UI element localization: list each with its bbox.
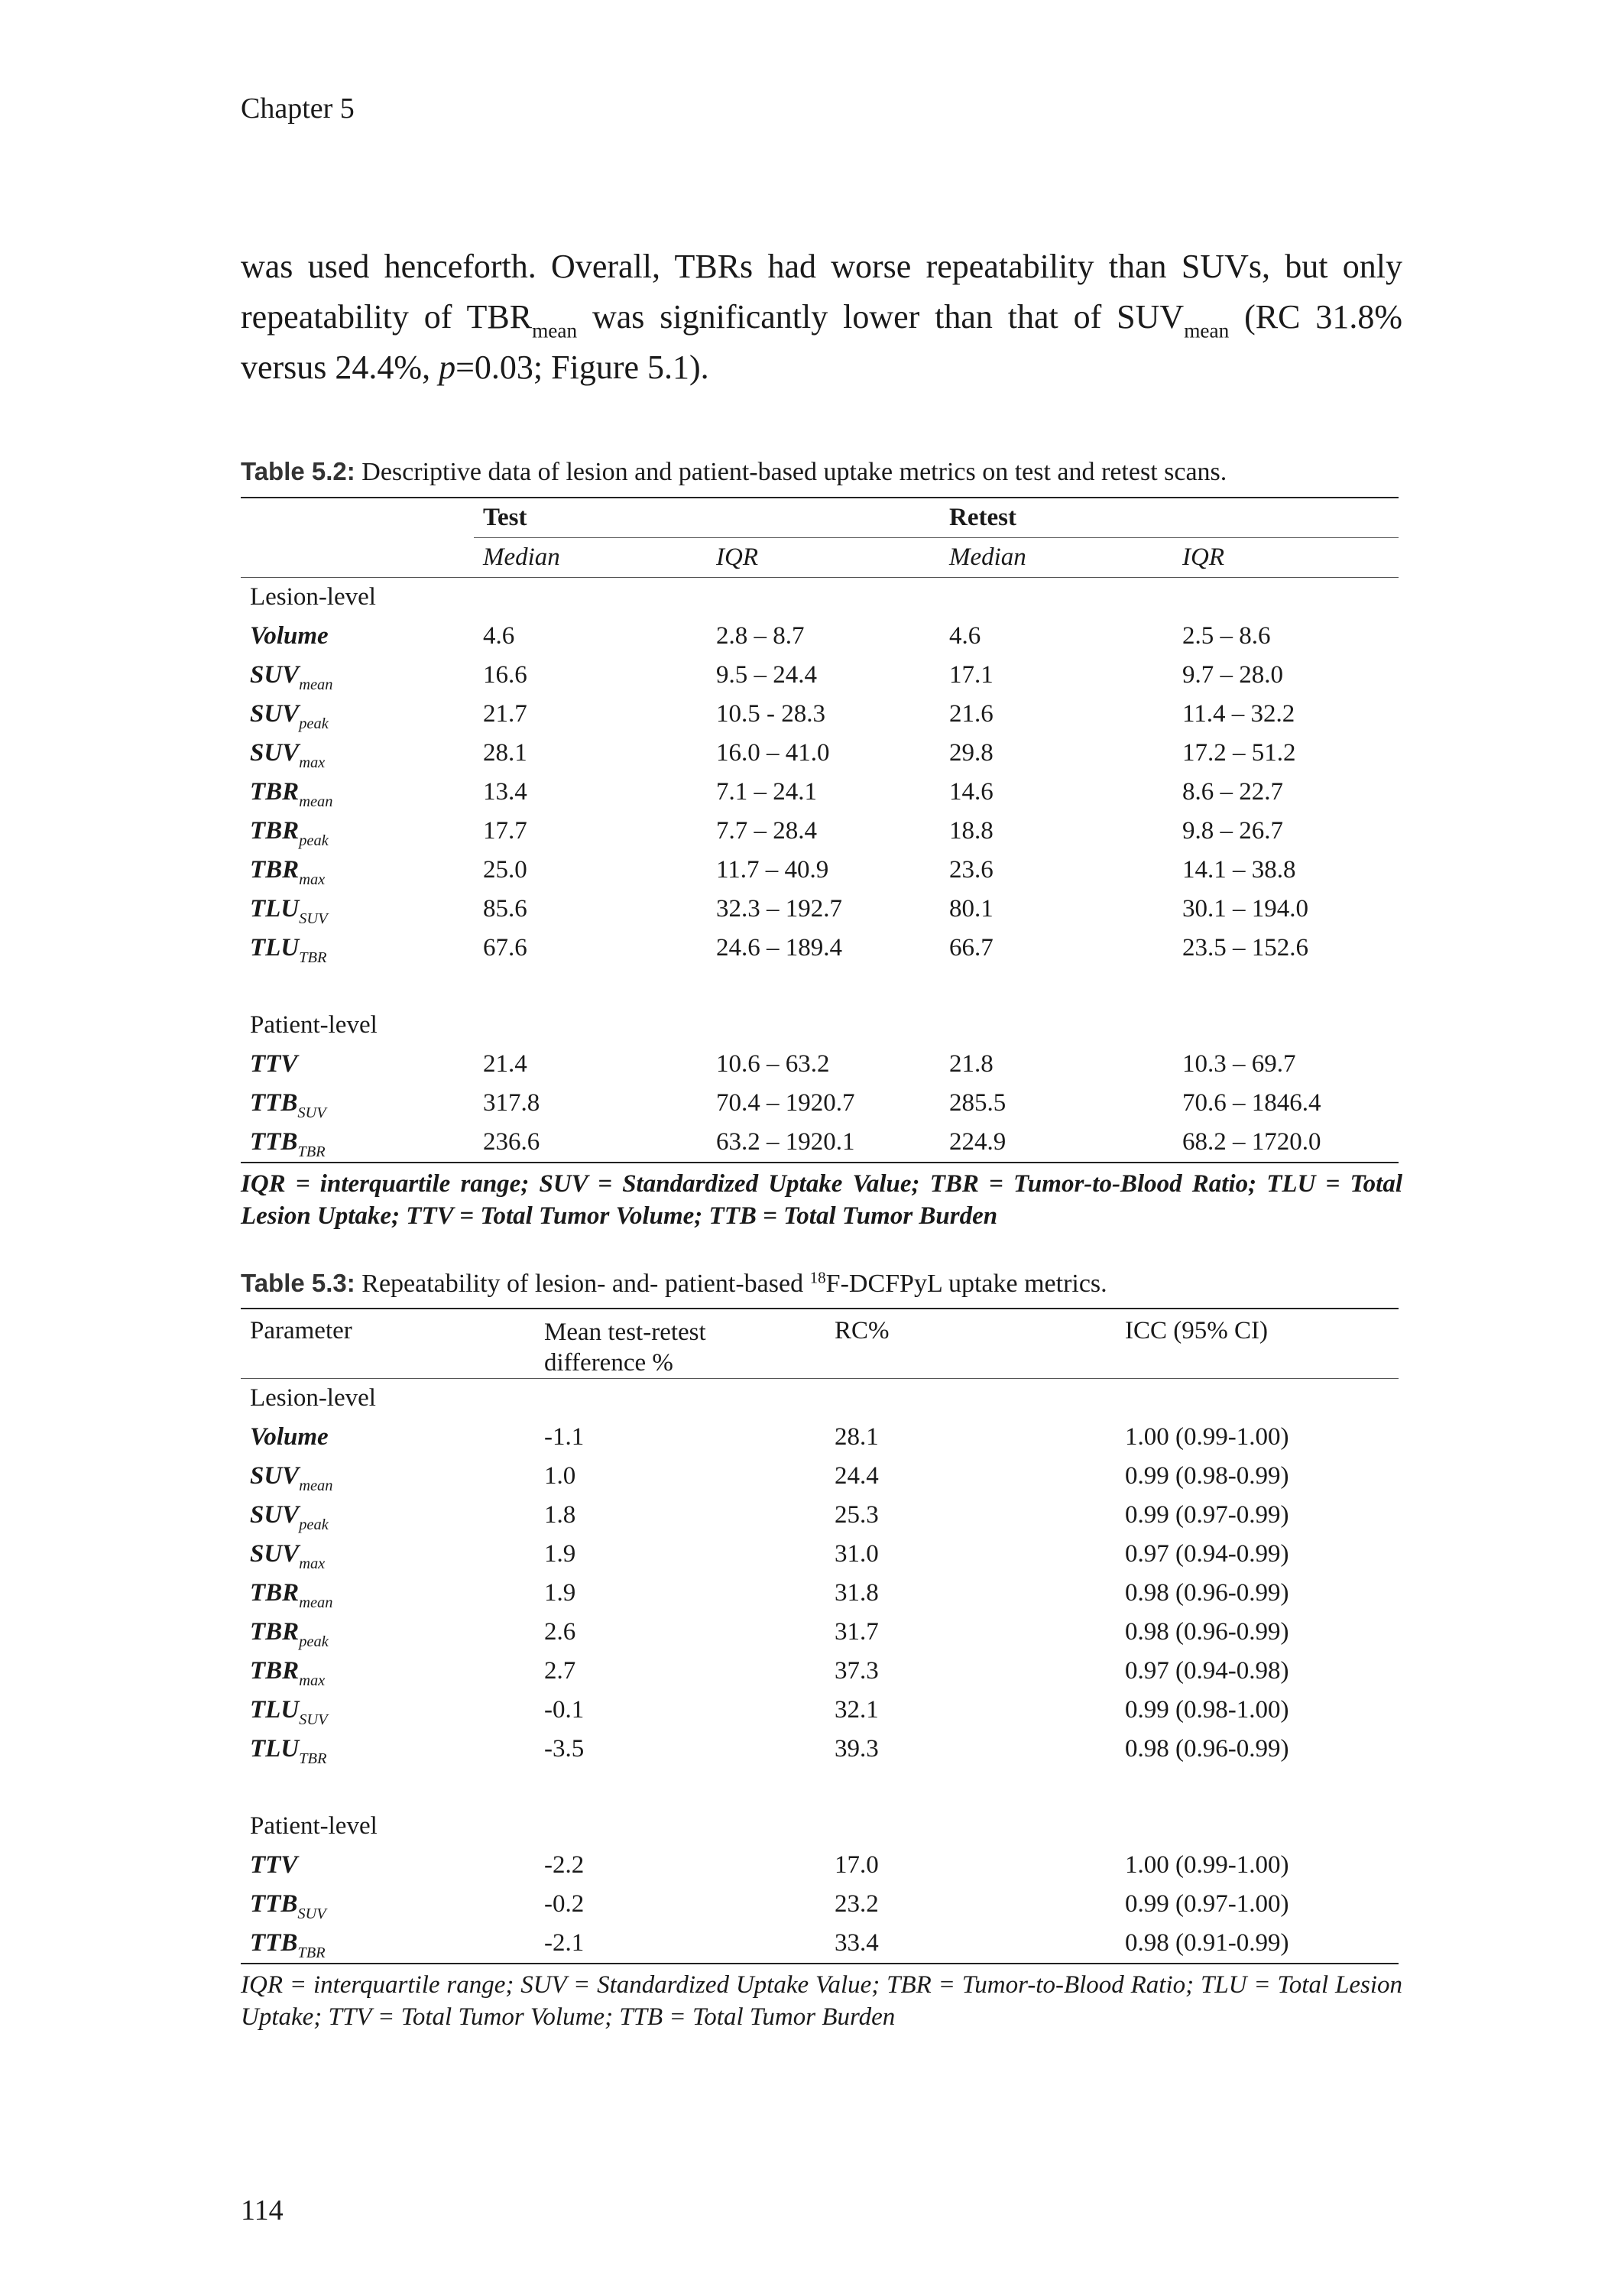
table-row [241, 1613, 1399, 1652]
retest-header: Retest [940, 498, 1173, 538]
rc-cell: 23.2 [835, 1890, 879, 1918]
retest-iqr-cell: 17.2 – 51.2 [1182, 739, 1296, 767]
retest-iqr-cell: 68.2 – 1720.0 [1173, 1123, 1399, 1163]
metric-name: $TTB_{SUV}$ [250, 1089, 326, 1122]
patient-level-label: Patient-level [250, 1011, 378, 1039]
body-paragraph: was used henceforth. Overall, TBRs had worse repeatability than SUVs, but only repeatability of $TBR_{mean}$ was significantly lower than that of $SUV_{mean}$ (RC 31.8% versus 24.4%, p=0.03; Figure 5.1). [241, 248, 1402, 386]
test-iqr-cell: 70.4 – 1920.7 [716, 1089, 855, 1117]
metric-name: $SUV_{peak}$ [250, 700, 329, 733]
rc-cell: 32.1 [835, 1696, 879, 1724]
retest-median-cell: 21.6 [949, 700, 994, 728]
rc-cell: 17.0 [835, 1851, 879, 1879]
rc-cell: 37.3 [835, 1657, 879, 1685]
table-row [241, 1084, 1399, 1123]
icc-header: ICC (95% CI) [1116, 1309, 1399, 1379]
diff-cell: -2.2 [544, 1851, 585, 1879]
rc-cell: 31.7 [835, 1618, 879, 1646]
retest-median-cell: 4.6 [949, 622, 981, 650]
test-header: Test [474, 498, 707, 538]
metric-name: $TBR_{max}$ [250, 856, 326, 889]
retest-median-cell: 29.8 [949, 739, 994, 767]
metric-name: $TLU_{TBR}$ [250, 934, 327, 967]
retest-median-cell: 21.8 [949, 1050, 994, 1078]
test-iqr-cell: 10.5 - 28.3 [716, 700, 825, 728]
page-number: 114 [241, 2194, 284, 2227]
metric-name: $TLU_{SUV}$ [250, 895, 328, 928]
retest-median-cell: 224.9 [940, 1123, 1173, 1163]
metric-name: $TTB_{TBR}$ [241, 1924, 535, 1964]
rc-cell: 31.8 [835, 1579, 879, 1607]
diff-cell: 1.9 [544, 1579, 576, 1607]
test-median-cell: 85.6 [483, 895, 527, 923]
rc-cell: 25.3 [835, 1501, 879, 1529]
table-row [241, 1885, 1399, 1924]
table-5-3-lesion-rows [241, 1418, 1399, 1769]
rc-cell: 33.4 [825, 1924, 1116, 1964]
diff-cell: 2.7 [544, 1657, 576, 1685]
retest-median-cell: 23.6 [949, 856, 994, 884]
table-row [241, 1730, 1399, 1769]
table-row [241, 773, 1399, 812]
test-median-cell: 67.6 [483, 934, 527, 962]
metric-name: $SUV_{mean}$ [250, 1462, 333, 1495]
retest-iqr-cell: 2.5 – 8.6 [1182, 622, 1271, 650]
icc-cell: 0.98 (0.96-0.99) [1125, 1735, 1289, 1763]
icc-cell: 0.98 (0.91-0.99) [1116, 1924, 1399, 1964]
icc-cell: 0.99 (0.97-0.99) [1125, 1501, 1289, 1529]
table-5-3 [241, 1308, 1399, 1964]
table-row [241, 1652, 1399, 1691]
test-iqr-cell: 11.7 – 40.9 [716, 856, 829, 884]
test-median-cell: 28.1 [483, 739, 527, 767]
table-row [241, 617, 1399, 656]
patient-level-label: Patient-level [250, 1812, 378, 1840]
metric-name: $TBR_{mean}$ [250, 778, 333, 811]
metric-name: Volume [250, 1423, 329, 1451]
table-5-3-patient-rows [241, 1846, 1399, 1964]
table-row [241, 1045, 1399, 1084]
retest-median-cell: 14.6 [949, 778, 994, 806]
retest-iqr-cell: 30.1 – 194.0 [1182, 895, 1308, 923]
table-row [241, 1924, 1399, 1964]
metric-name: TTV [250, 1050, 298, 1078]
retest-median-cell: 17.1 [949, 661, 994, 689]
test-iqr-cell: 9.5 – 24.4 [716, 661, 817, 689]
test-median-header: Median [474, 538, 707, 578]
rc-cell: 31.0 [835, 1540, 879, 1568]
rc-header: RC% [825, 1309, 1116, 1379]
metric-name: $TLU_{TBR}$ [250, 1735, 327, 1768]
test-iqr-cell: 7.1 – 24.1 [716, 778, 817, 806]
test-iqr-cell: 10.6 – 63.2 [716, 1050, 830, 1078]
icc-cell: 0.98 (0.96-0.99) [1125, 1579, 1289, 1607]
icc-cell: 0.98 (0.96-0.99) [1125, 1618, 1289, 1646]
retest-iqr-cell: 8.6 – 22.7 [1182, 778, 1283, 806]
metric-name: $TLU_{SUV}$ [250, 1696, 328, 1729]
rc-cell: 28.1 [835, 1423, 879, 1451]
test-median-cell: 17.7 [483, 817, 527, 845]
table-row [241, 890, 1399, 929]
retest-iqr-cell: 9.7 – 28.0 [1182, 661, 1283, 689]
metric-name: $TTB_{TBR}$ [241, 1123, 474, 1163]
metric-name: $TBR_{peak}$ [250, 1618, 329, 1651]
diff-cell: -3.5 [544, 1735, 585, 1763]
table-5-2-lesion-rows [241, 617, 1399, 968]
table-5-2 [241, 497, 1399, 1163]
test-median-cell: 21.4 [483, 1050, 527, 1078]
diff-cell: -1.1 [544, 1423, 585, 1451]
table-row [241, 1846, 1399, 1885]
retest-median-cell: 285.5 [949, 1089, 1006, 1117]
test-iqr-cell: 63.2 – 1920.1 [707, 1123, 940, 1163]
test-iqr-cell: 32.3 – 192.7 [716, 895, 842, 923]
table-row [241, 1123, 1399, 1163]
table-row [241, 1496, 1399, 1535]
test-iqr-cell: 24.6 – 189.4 [716, 934, 842, 962]
rc-cell: 24.4 [835, 1462, 879, 1490]
rc-cell: 39.3 [835, 1735, 879, 1763]
diff-cell: 1.8 [544, 1501, 576, 1529]
metric-name: $SUV_{max}$ [250, 1540, 326, 1573]
diff-header: Mean test-retest difference % [535, 1309, 825, 1379]
running-header: Chapter 5 [241, 92, 355, 125]
metric-name: $TBR_{mean}$ [250, 1579, 333, 1612]
icc-cell: 1.00 (0.99-1.00) [1125, 1851, 1289, 1879]
table-row [241, 812, 1399, 851]
retest-iqr-cell: 9.8 – 26.7 [1182, 817, 1283, 845]
retest-iqr-cell: 14.1 – 38.8 [1182, 856, 1296, 884]
diff-cell: -2.1 [535, 1924, 825, 1964]
icc-cell: 1.00 (0.99-1.00) [1125, 1423, 1289, 1451]
diff-cell: -0.2 [544, 1890, 585, 1918]
diff-cell: 1.0 [544, 1462, 576, 1490]
retest-iqr-header: IQR [1173, 538, 1399, 578]
icc-cell: 0.97 (0.94-0.99) [1125, 1540, 1289, 1568]
table-row [241, 656, 1399, 695]
retest-iqr-cell: 11.4 – 32.2 [1182, 700, 1295, 728]
metric-name: $TBR_{max}$ [250, 1657, 326, 1690]
test-median-cell: 21.7 [483, 700, 527, 728]
metric-name: $TTB_{SUV}$ [250, 1890, 326, 1923]
metric-name: TTV [250, 1851, 298, 1879]
test-iqr-cell: 7.7 – 28.4 [716, 817, 817, 845]
icc-cell: 0.99 (0.98-0.99) [1125, 1462, 1289, 1490]
test-median-cell: 236.6 [474, 1123, 707, 1163]
table-row [241, 1457, 1399, 1496]
table-5-2-patient-rows [241, 1045, 1399, 1163]
lesion-level-label: Lesion-level [250, 1384, 376, 1412]
metric-name: $SUV_{max}$ [250, 739, 326, 772]
test-median-cell: 16.6 [483, 661, 527, 689]
metric-name: $SUV_{mean}$ [250, 661, 333, 694]
table-row [241, 929, 1399, 968]
retest-median-cell: 66.7 [949, 934, 994, 962]
metric-name: $TBR_{peak}$ [250, 817, 329, 850]
table-row [241, 1418, 1399, 1457]
table-5-3-footnote: IQR = interquartile range; SUV = Standardized Uptake Value; TBR = Tumor-to-Blood Ratio; TLU = Total Lesion Uptake; TTV = Total Tumor Volume; TTB = Total Tumor Burden [241, 1971, 1402, 2031]
test-median-cell: 317.8 [483, 1089, 540, 1117]
diff-cell: 1.9 [544, 1540, 576, 1568]
parameter-header: Parameter [241, 1309, 535, 1379]
test-iqr-cell: 2.8 – 8.7 [716, 622, 805, 650]
test-median-cell: 13.4 [483, 778, 527, 806]
diff-cell: 2.6 [544, 1618, 576, 1646]
retest-iqr-cell: 70.6 – 1846.4 [1182, 1089, 1321, 1117]
table-row [241, 734, 1399, 773]
table-row [241, 695, 1399, 734]
table-row [241, 1535, 1399, 1574]
test-median-cell: 25.0 [483, 856, 527, 884]
table-5-3-caption: Table 5.3: Repeatability of lesion- and- patient-based $^{18}$F-DCFPyL uptake metrics. [241, 1268, 1107, 1298]
metric-name: Volume [250, 622, 329, 650]
table-row [241, 1574, 1399, 1613]
table-5-2-caption: Table 5.2: Descriptive data of lesion and patient-based uptake metrics on test and retest scans. [241, 457, 1227, 486]
lesion-level-label: Lesion-level [250, 583, 376, 611]
icc-cell: 0.99 (0.98-1.00) [1125, 1696, 1289, 1724]
retest-median-cell: 18.8 [949, 817, 994, 845]
retest-median-header: Median [940, 538, 1173, 578]
retest-iqr-cell: 10.3 – 69.7 [1182, 1050, 1296, 1078]
table-5-2-footnote: IQR = interquartile range; SUV = Standardized Uptake Value; TBR = Tumor-to-Blood Ratio; TLU = Total Lesion Uptake; TTV = Total Tumor Volume; TTB = Total Tumor Burden [241, 1170, 1402, 1230]
icc-cell: 0.97 (0.94-0.98) [1125, 1657, 1289, 1685]
test-median-cell: 4.6 [483, 622, 515, 650]
diff-cell: -0.1 [544, 1696, 585, 1724]
table-row [241, 1691, 1399, 1730]
icc-cell: 0.99 (0.97-1.00) [1125, 1890, 1289, 1918]
test-iqr-cell: 16.0 – 41.0 [716, 739, 830, 767]
table-row [241, 851, 1399, 890]
test-iqr-header: IQR [707, 538, 940, 578]
retest-iqr-cell: 23.5 – 152.6 [1182, 934, 1308, 962]
retest-median-cell: 80.1 [949, 895, 994, 923]
metric-name: $SUV_{peak}$ [250, 1501, 329, 1534]
